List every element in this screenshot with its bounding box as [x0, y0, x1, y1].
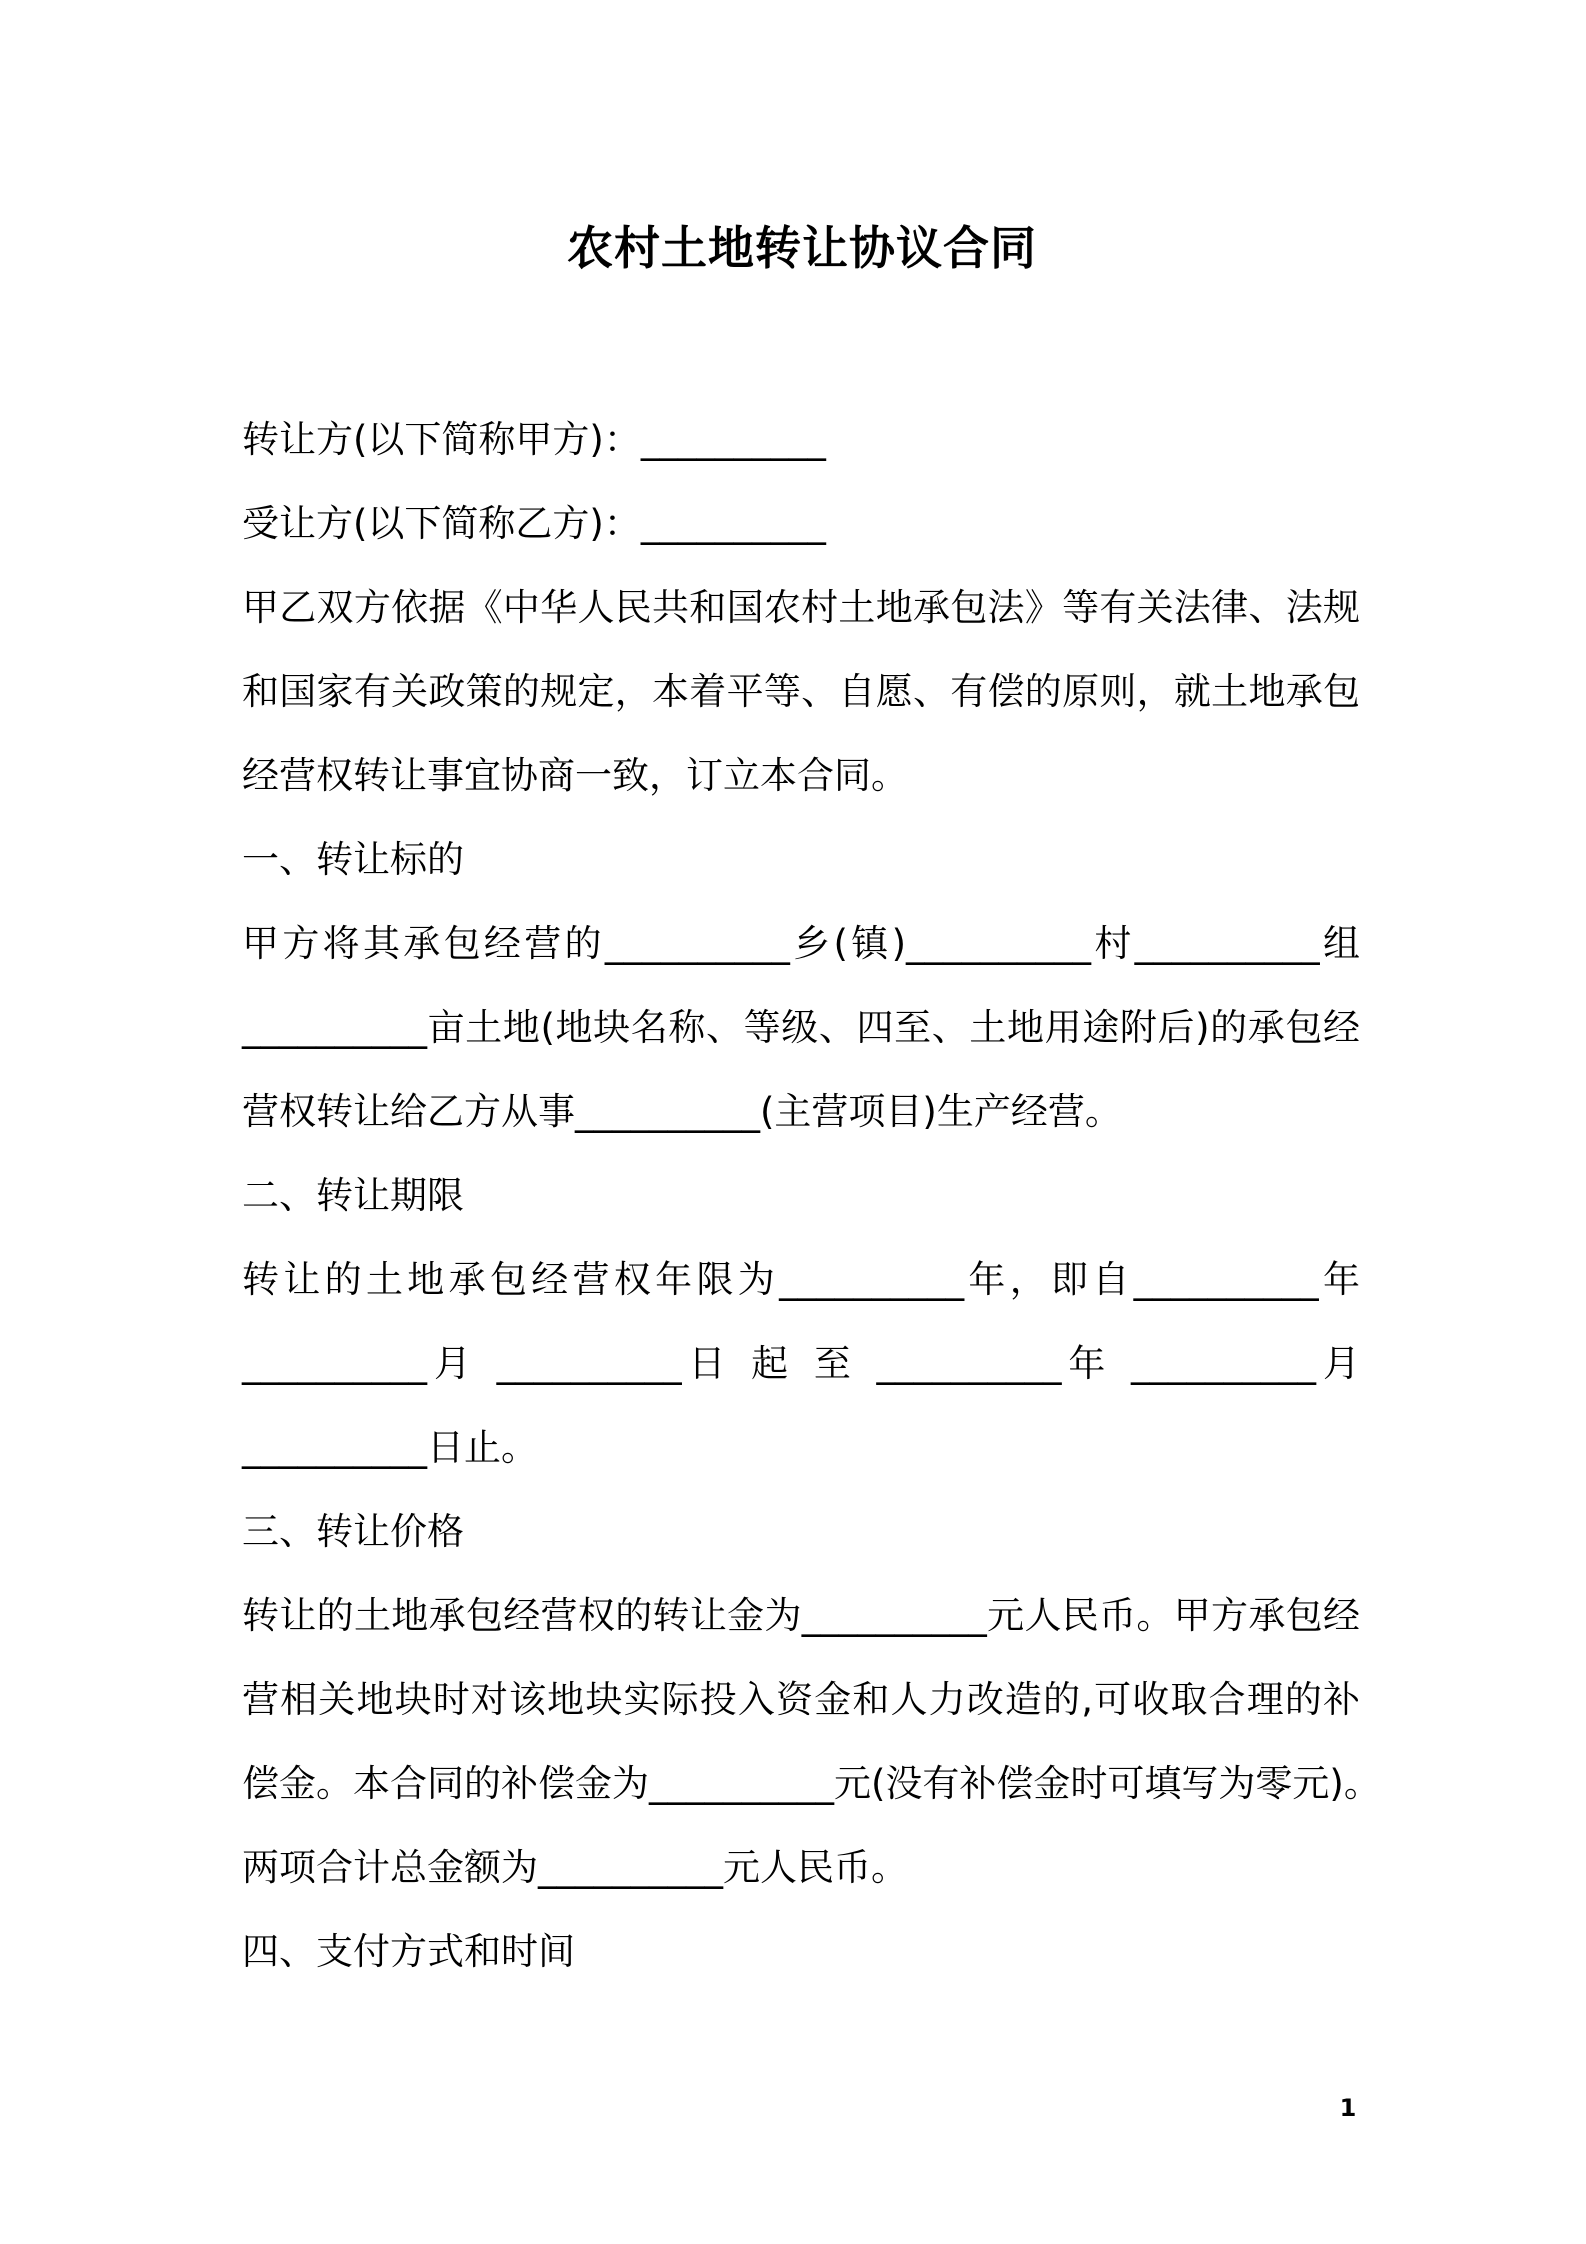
section-line: 营相关地块时对该地块实际投入资金和人力改造的,可收取合理的补	[242, 1678, 1360, 1721]
transferee-line: 受让方(以下简称乙方)：__________	[242, 502, 826, 545]
section-line: 甲方将其承包经营的__________乡(镇)__________村__________组	[242, 922, 1360, 965]
transferor-line: 转让方(以下简称甲方)：__________	[242, 418, 826, 461]
document-body	[242, 398, 1381, 1994]
section-line: __________亩土地(地块名称、等级、四至、土地用途附后)的承包经	[242, 1006, 1360, 1049]
section-line: __________月 __________日 起 至 __________年 __________月	[242, 1342, 1360, 1385]
section-line: 转让的土地承包经营权的转让金为__________元人民币。甲方承包经	[242, 1594, 1360, 1637]
section-heading-subject: 一、转让标的	[242, 838, 464, 881]
document-title: 农村土地转让协议合同	[567, 221, 1037, 275]
page-number: 1	[1339, 2094, 1357, 2122]
preamble-line: 经营权转让事宜协商一致，订立本合同。	[242, 754, 908, 797]
section-heading-term: 二、转让期限	[242, 1174, 464, 1217]
section-line: __________日止。	[242, 1426, 538, 1469]
preamble-line: 甲乙双方依据《中华人民共和国农村土地承包法》等有关法律、法规	[242, 586, 1360, 629]
section-line: 转让的土地承包经营权年限为__________年，即自__________年	[242, 1258, 1360, 1301]
section-line: 两项合计总金额为__________元人民币。	[242, 1846, 908, 1889]
section-heading-payment: 四、支付方式和时间	[242, 1930, 575, 1973]
section-heading-price: 三、转让价格	[242, 1510, 464, 1553]
section-line: 偿金。本合同的补偿金为__________元(没有补偿金时可填写为零元)。	[242, 1762, 1381, 1805]
preamble-line: 和国家有关政策的规定，本着平等、自愿、有偿的原则，就土地承包	[242, 670, 1360, 713]
section-line: 营权转让给乙方从事__________(主营项目)生产经营。	[242, 1090, 1122, 1133]
